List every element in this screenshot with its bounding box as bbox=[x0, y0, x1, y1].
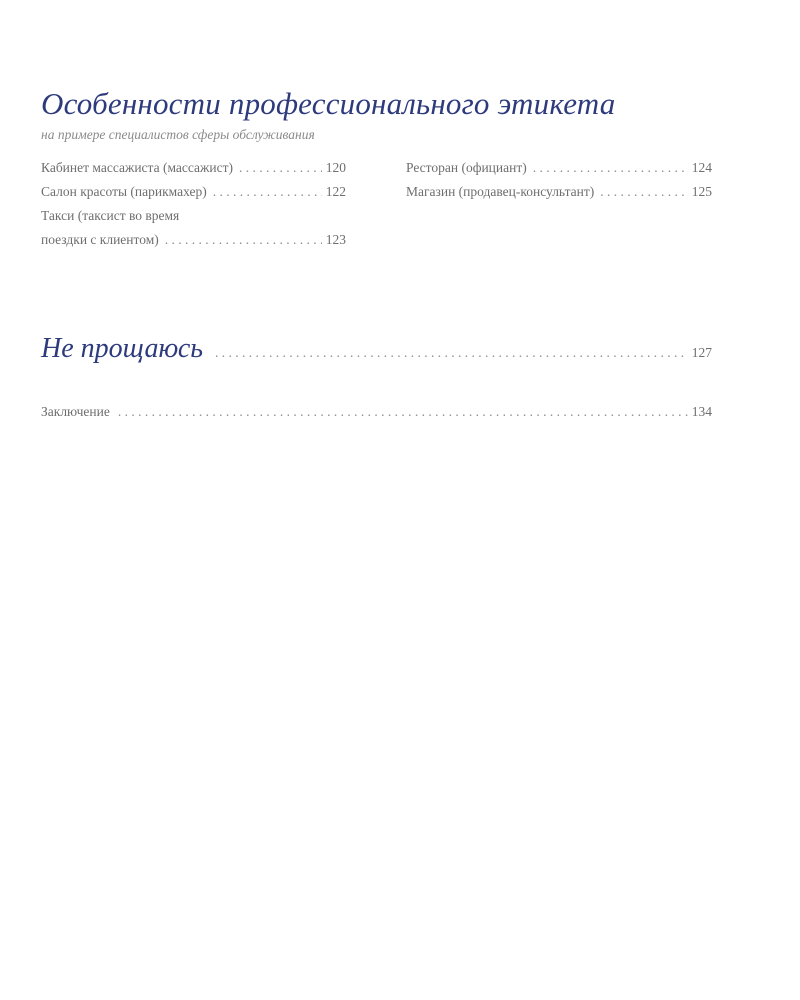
dot-leader bbox=[533, 156, 688, 180]
toc-entry-label: Салон красоты (парикмахер) bbox=[41, 184, 207, 199]
chapter-title: Не прощаюсь bbox=[41, 333, 204, 364]
toc-page-number: 123 bbox=[325, 232, 346, 247]
toc-entry-restaurant[interactable] bbox=[406, 156, 712, 180]
toc-entry-label: Кабинет массажиста (массажист) bbox=[41, 160, 233, 175]
toc-page-number: 124 bbox=[691, 160, 712, 175]
toc-page-number: 127 bbox=[691, 345, 712, 360]
section-subtitle: на примере специалистов сферы обслуживания bbox=[41, 127, 315, 142]
dot-leader bbox=[600, 180, 687, 204]
dot-leader bbox=[118, 400, 688, 424]
toc-column-left bbox=[41, 156, 346, 252]
toc-entry-taxi[interactable] bbox=[41, 228, 346, 252]
dot-leader bbox=[165, 228, 322, 252]
toc-page-number: 134 bbox=[691, 404, 712, 419]
toc-page-number: 120 bbox=[325, 160, 346, 175]
toc-entry-salon[interactable] bbox=[41, 180, 346, 204]
toc-entry-label: поездки с клиентом) bbox=[41, 232, 159, 247]
section-title: Особенности профессионального этикета bbox=[41, 86, 616, 121]
toc-entry-massage[interactable] bbox=[41, 156, 346, 180]
toc-page-number: 125 bbox=[691, 184, 712, 199]
toc-column-right bbox=[406, 156, 712, 204]
toc-chapter-entry[interactable] bbox=[41, 333, 712, 365]
toc-entry-label: Ресторан (официант) bbox=[406, 160, 527, 175]
toc-entry-taxi-line1[interactable]: Такси (таксист во время bbox=[41, 208, 180, 223]
toc-entry-label: Заключение bbox=[41, 404, 110, 419]
dot-leader bbox=[213, 180, 322, 204]
toc-entry-conclusion[interactable] bbox=[41, 400, 712, 424]
toc-entry-label: Магазин (продавец-консультант) bbox=[406, 184, 595, 199]
toc-entry-shop[interactable] bbox=[406, 180, 712, 204]
dot-leader bbox=[239, 156, 322, 180]
dot-leader bbox=[215, 345, 688, 361]
toc-page-number: 122 bbox=[325, 184, 346, 199]
